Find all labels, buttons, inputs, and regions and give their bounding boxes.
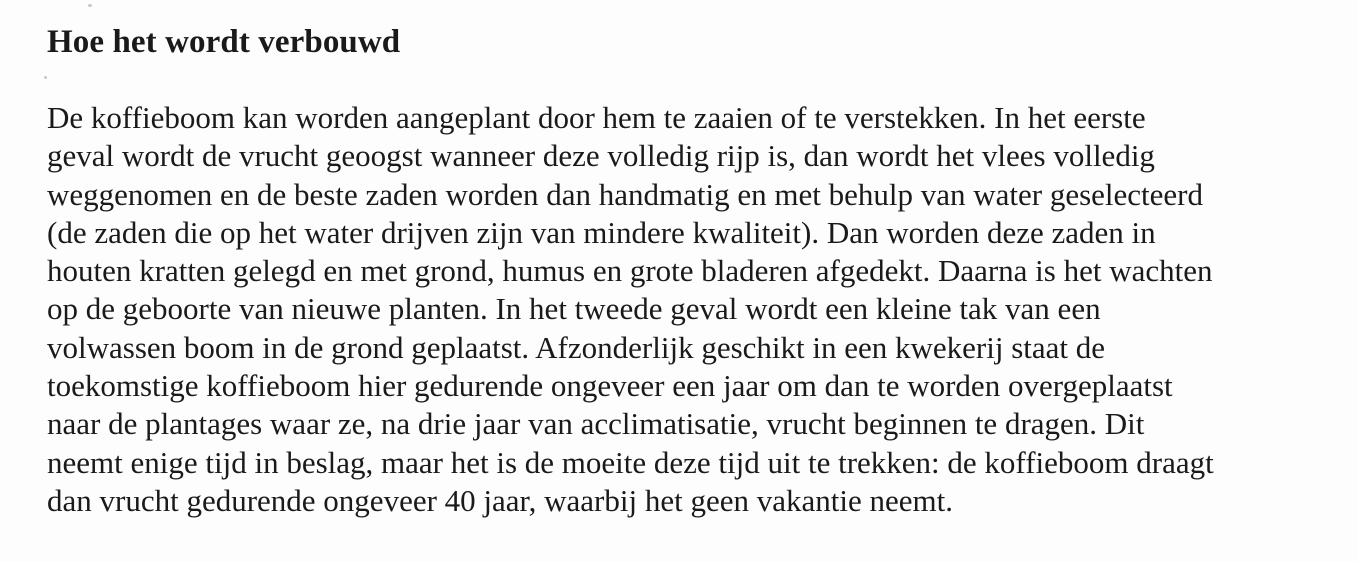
scan-speck	[44, 76, 47, 79]
paragraph-line: weggenomen en de beste zaden worden dan handmatig en met behulp van water geselecteerd	[47, 176, 1203, 212]
section-heading: Hoe het wordt verbouwd	[47, 24, 401, 60]
scan-speck	[88, 4, 92, 7]
paragraph-line: geval wordt de vrucht geoogst wanneer deze volledig rijp is, dan wordt het vlees volledig	[47, 138, 1155, 174]
paragraph-line: toekomstige koffieboom hier gedurende ongeveer een jaar om dan te worden overgeplaatst	[47, 368, 1173, 404]
paragraph-line: De koffieboom kan worden aangeplant door hem te zaaien of te verstekken. In het eerste	[47, 100, 1146, 135]
body-paragraph	[47, 99, 1337, 520]
paragraph-line: (de zaden die op het water drijven zijn van mindere kwaliteit). Dan worden deze zaden in	[47, 214, 1156, 250]
paragraph-line: houten kratten gelegd en met grond, humus en grote bladeren afgedekt. Daarna is het wachten	[47, 253, 1213, 289]
paragraph-line: dan vrucht gedurende ongeveer 40 jaar, waarbij het geen vakantie neemt.	[47, 482, 953, 518]
paragraph-line: naar de plantages waar ze, na drie jaar van acclimatisatie, vrucht beginnen te dragen. Dit	[47, 406, 1145, 442]
paragraph-line: op de geboorte van nieuwe planten. In het tweede geval wordt een kleine tak van een	[47, 291, 1101, 327]
paragraph-line: volwassen boom in de grond geplaatst. Afzonderlijk geschikt in een kwekerij staat de	[47, 329, 1106, 365]
paragraph-line: neemt enige tijd in beslag, maar het is de moeite deze tijd uit te trekken: de koffieboom draagt	[47, 444, 1214, 480]
